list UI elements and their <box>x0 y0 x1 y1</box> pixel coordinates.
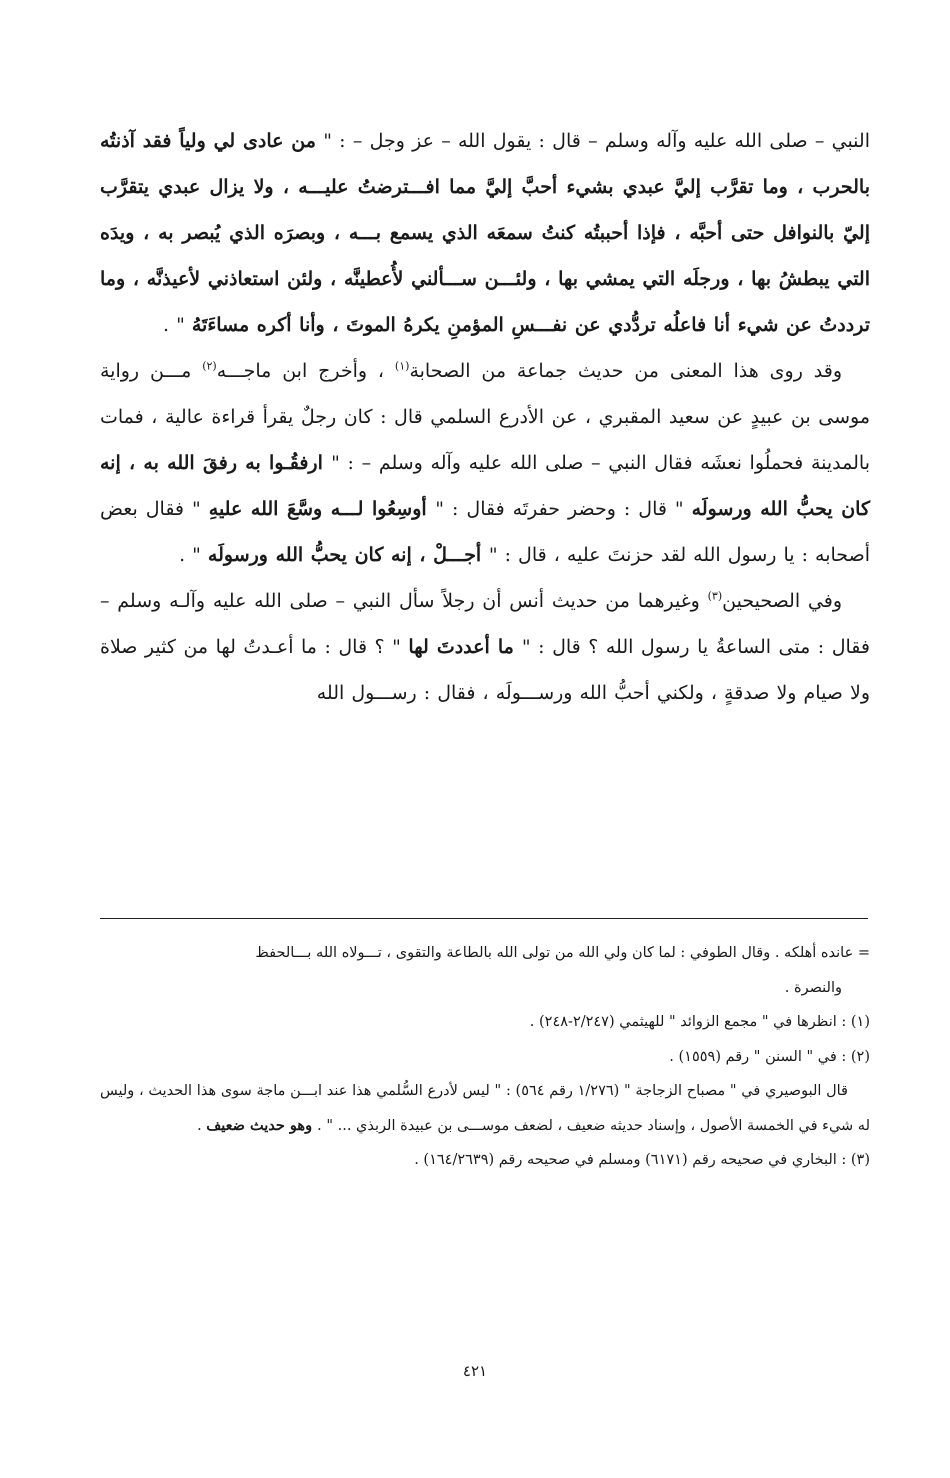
footnote-separator <box>100 918 868 919</box>
text-run: ، وأخرج ابن ماجـــه <box>216 360 395 382</box>
text-run: " ؟ قال : ما أعـدتُ لها من كثير صلاة ولا صيام ولا صدقةٍ ، ولكني أحبُّ الله ورســـولَه ، فقال : رســـول الله <box>100 636 870 704</box>
quote-end: " . <box>162 314 185 336</box>
hadith-quote: من عادى لي ولياً فقد آذنتُه بالحرب ، وما تقرَّب إليَّ عبدي بشيء أحبَّ إليَّ مما افـــترضتُ عليـــه ، ولا يزال عبدي يتقرَّب إليّ بالنوافل حتى أحبَّه ، فإذا أحببتُه كنتُ سمعَه الذي يسمع بـــه ، وبصرَه الذي يُبصر به ، ويدَه التي يبطشُ بها ، ورجلَه التي يمشي بها ، ولئـــن ســـألني لأُعطينَّه ، ولئن استعاذني لأعيذنَّه ، وما ترددتُ عن شيء أنا فاعلُه تردُّدي عن نفـــسِ المؤمنِ يكرهُ الموتَ ، وأنا أكره مساءَتَهُ <box>100 130 870 336</box>
footnote-2-quote <box>100 1074 870 1143</box>
paragraph-sahihayn <box>100 578 870 716</box>
text-run: مـــن رواية موسى بن عبيدٍ عن سعيد المقبري ، عن الأدرع السلمي قال : كان رجلٌ يقرأ قراءة عالية ، فمات بالمدينة فحملُوا نعشَه فقال النبي – صلى الله عليه وآله وسلم – : " <box>100 360 870 474</box>
paragraph-intro: النبي – صلى الله عليه وآله وسلم – قال : يقول الله – عز وجل – : " <box>323 130 870 152</box>
footnote-carryover: = عانده أهلكه . وقال الطوفي : لما كان ولي الله من تولى الله بالطاعة والتقوى ، تـــولاه الله بـــالحفظ <box>255 945 870 961</box>
footnote-1: (١) : انظرها في " مجمع الزوائد " للهيثمي (٢/٢٤٧-٢٤٨) . <box>529 1014 870 1030</box>
hadith-quote: ارفقُـوا به رفقَ الله به ، إنه كان يحبُّ الله ورسولَه <box>100 452 870 520</box>
text-run: " . <box>179 544 208 566</box>
footnote-ref-1[interactable]: (١) <box>394 359 410 373</box>
text-run: " فقال بعض أصحابه : يا رسول الله لقد حزنتَ عليه ، قال : " <box>100 498 870 566</box>
text-run: وغيرهما من حديث أنس أن رجلاً سأل النبي – صلى الله عليه وآلـه وسلم – فقال : متى الساعةُ يا رسول الله ؟ قال : " <box>100 590 871 658</box>
footnote-ref-2[interactable]: (٢) <box>202 359 217 373</box>
footnote-carryover-end: والنصرة . <box>784 979 842 996</box>
main-text <box>100 118 870 716</box>
text-run: . <box>197 1117 207 1134</box>
paragraph-ibn-majah <box>100 348 870 578</box>
footnote-3: (٣) : البخاري في صحيحه رقم (٦١٧١) ومسلم في صحيحه رقم (١٦٤/٢٦٣٩) . <box>414 1152 870 1168</box>
hadith-quote: أوسِعُوا لـــه وسَّعَ الله عليهِ <box>208 498 436 520</box>
text-run: وقد روى هذا المعنى من حديث جماعة من الصحابة <box>409 360 842 382</box>
grading-text: وهو حديث ضعيف <box>206 1116 318 1134</box>
text-run: وفي الصحيحين <box>722 590 842 612</box>
hadith-quote: أجـــلْ ، إنه كان يحبُّ الله ورسولَه <box>207 544 489 566</box>
footnotes <box>100 936 870 1178</box>
paragraph-hadith <box>100 118 870 348</box>
hadith-quote: ما أعددتَ لها <box>408 636 522 658</box>
footnote-ref-3[interactable]: (٣) <box>707 589 723 603</box>
text-run: " قال : وحضر حفرتَه فقال : " <box>435 498 692 520</box>
page-number: ٤٢١ <box>462 1362 488 1380</box>
text-run: قال البوصيري في " مصباح الزجاجة " (١/٢٧٦ رقم ٥٦٤) : " ليس لأدرع السُّلمي هذا عند ابـــن ماجة سوى هذا الحديث ، وليس له شيء في الخمسة الأصول ، وإسناد حديثه ضعيف ، لضعف موســـى بن عبيدة الربذي ... " . <box>100 1083 870 1134</box>
footnote-2: (٢) : في " السنن " رقم (١٥٥٩) . <box>669 1048 870 1065</box>
